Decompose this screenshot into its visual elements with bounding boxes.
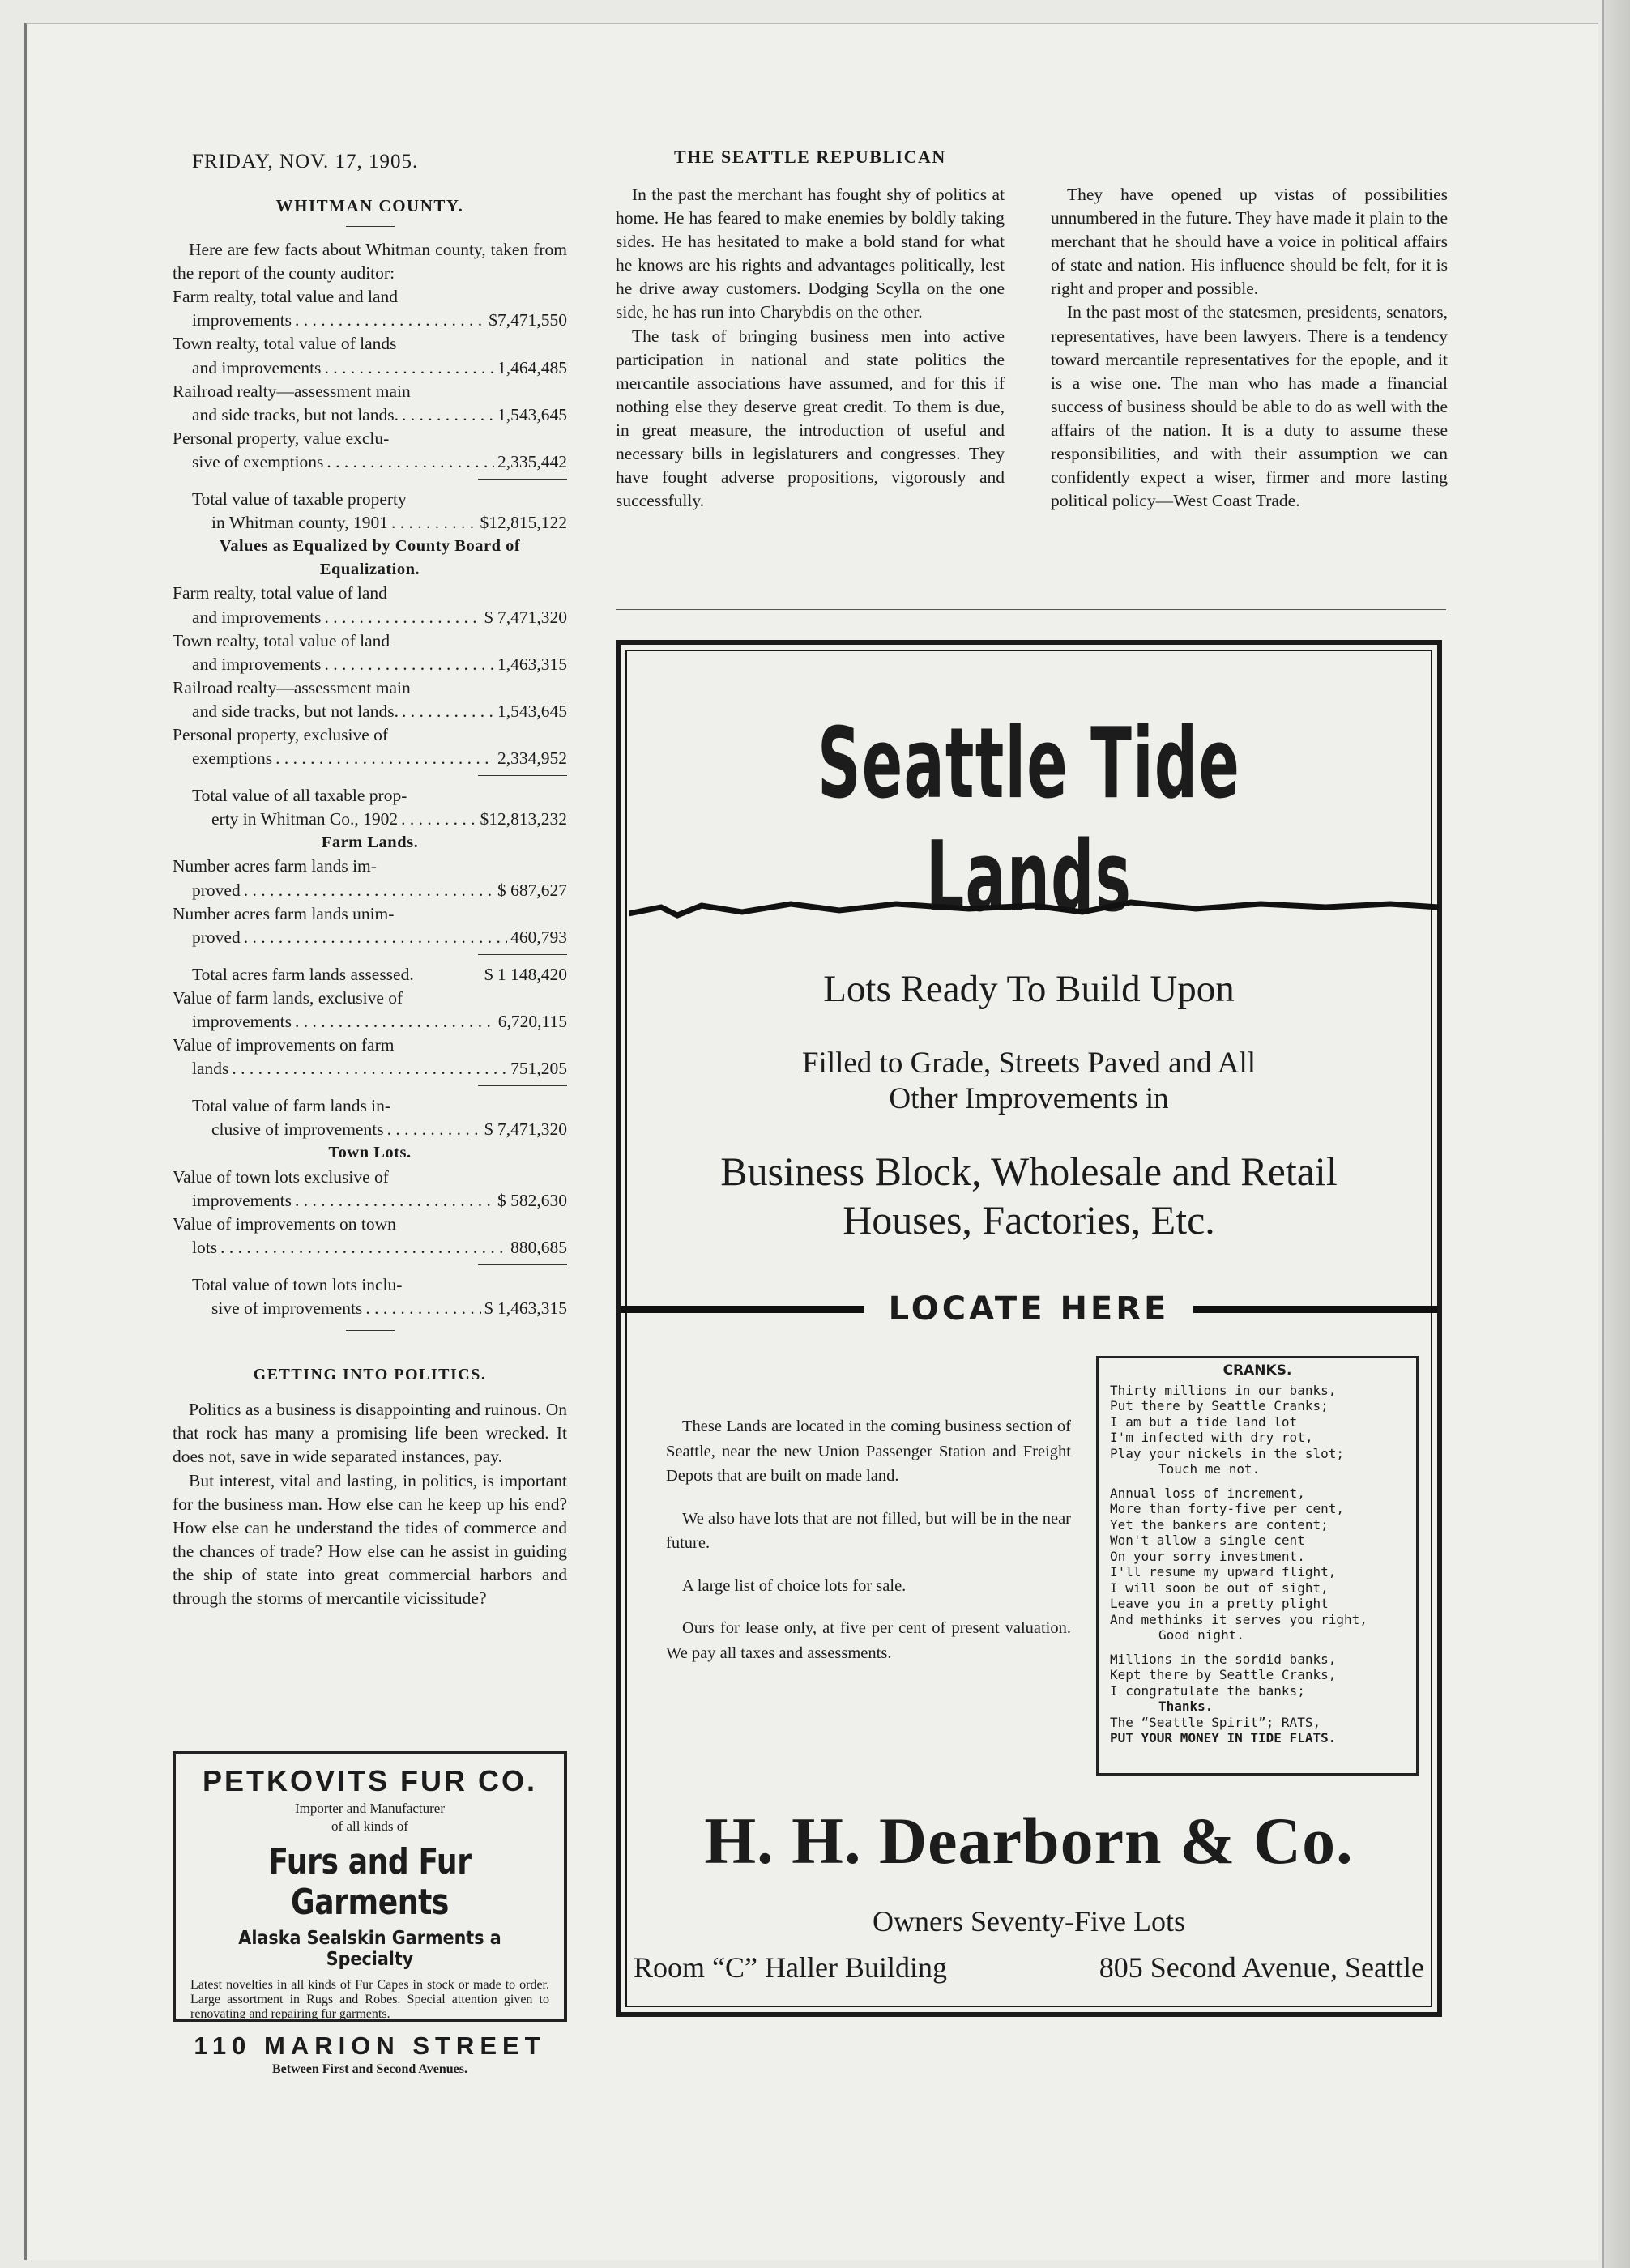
list-item (173, 582, 567, 629)
item-value: 751,205 (510, 1059, 567, 1079)
cranks-poem-box (1096, 1356, 1419, 1776)
item-value: 1,464,485 (497, 357, 567, 377)
total-rule (478, 1085, 567, 1086)
item-row: exemptions . . . 2,334,952 (173, 747, 567, 770)
poem-line: Kept there by Seattle Cranks, (1110, 1667, 1337, 1682)
farm-acres-list (173, 855, 567, 949)
total-row: sive of improvements . . . $ 1,463,315 (192, 1297, 567, 1320)
item-label: Personal property, exclusive of (173, 724, 389, 744)
item-row: and improvements . . . 1,463,315 (173, 653, 567, 676)
list-item (173, 380, 567, 427)
assessment-list (173, 285, 567, 474)
ad-body (666, 1414, 1071, 1683)
poem-line: The “Seattle Spirit”; RATS, (1110, 1714, 1321, 1730)
item-label: Railroad realty—assessment main (173, 381, 411, 401)
list-item (173, 987, 567, 1034)
item-value: 1,543,645 (497, 404, 567, 424)
total-value: $12,813,232 (480, 809, 567, 829)
poem-line: Play your nickels in the slot; (1110, 1445, 1344, 1461)
politics-paragraph: They have opened up vistas of possibilities unnumbered in the future. They have made it plain to the merchant that he should have a voice in political affairs of state and nation. His influence should be felt, for it is right and proper and possible. (1051, 185, 1448, 299)
total-value: $ 7,471,320 (484, 1119, 567, 1140)
poem-stanza (1110, 1383, 1405, 1477)
total-row: erty in Whitman Co., 1902 . . . $12,813,232 (192, 808, 567, 831)
total-label: Total value of all taxable prop- (192, 786, 408, 806)
item-value: 6,720,115 (497, 1012, 567, 1031)
list-item (173, 629, 567, 676)
poem-line: Won't allow a single cent (1110, 1533, 1305, 1548)
item-row: lots . . . 880,685 (173, 1236, 567, 1260)
item-value: 460,793 (510, 927, 567, 947)
town-lots-list (173, 1166, 567, 1260)
item-label: Personal property, value exclu- (173, 428, 390, 448)
total-rule (478, 1264, 567, 1265)
total-value: $12,815,122 (480, 513, 567, 533)
item-label: Farm realty, total value of land (173, 583, 387, 603)
item-row: proved . . . 460,793 (173, 926, 567, 949)
ad-title: Seattle Tide Lands (817, 708, 1241, 934)
item-label: Value of farm lands, exclusive of (173, 987, 403, 1008)
item-row: improvements . . . $ 582,630 (173, 1189, 567, 1213)
poem-line: Touch me not. (1158, 1461, 1261, 1477)
ad-room: Room “C” Haller Building (634, 1951, 947, 1984)
item-label: Town realty, total value of lands (173, 334, 397, 354)
ad-address: 110 MARION STREET (194, 2031, 546, 2060)
list-item (173, 902, 567, 949)
poem-line: I'll resume my upward flight, (1110, 1564, 1337, 1580)
item-value: 1,543,645 (497, 701, 567, 721)
ad-directions: Between First and Second Avenues. (271, 2062, 468, 2076)
item-label: Value of town lots exclusive of (173, 1166, 389, 1187)
ad-owners: Owners Seventy-Five Lots (873, 1905, 1185, 1938)
item-row: and improvements . . . $ 7,471,320 (173, 606, 567, 629)
list-item (173, 676, 567, 723)
total-rule (478, 954, 567, 955)
banner-bar (1193, 1306, 1437, 1313)
item-value: 2,334,952 (497, 748, 567, 769)
ad-business-line: Business Block, Wholesale and Retail Houses, Factories, Etc. (720, 1149, 1338, 1243)
zigzag-divider (629, 896, 1439, 920)
poem-stanza (1110, 1652, 1405, 1746)
petkovits-fur-ad (173, 1751, 567, 2076)
poem-line: Good night. (1158, 1627, 1244, 1643)
total-acres-row: Total acres farm lands assessed. $ 1 148,420 (173, 963, 567, 987)
poem-line: PUT YOUR MONEY IN TIDE FLATS. (1110, 1730, 1337, 1746)
town-lots-heading: Town Lots. (328, 1144, 412, 1162)
item-label: Value of improvements on farm (173, 1035, 395, 1055)
poem-title: CRANKS. (1222, 1362, 1292, 1379)
item-row: and side tracks, but not lands. . . . 1,543,645 (173, 700, 567, 723)
item-value: 2,335,442 (497, 451, 567, 471)
politics-paragraph: The task of bringing business men into active participation in national and state politics the mercantile associations have assumed, and for this if nothing else they deserve great credit. To them is due, in great measure, the introduction of useful and necessary bills in legislaturers and congresses. They have fought adverse propositions, vigorously and successfully. (616, 326, 1005, 511)
ad-company: H. H. Dearborn & Co. (704, 1804, 1354, 1878)
total-row: clusive of improvements . . . $ 7,471,320 (192, 1118, 567, 1141)
company-subtitle: Importer and Manufacturer (294, 1801, 446, 1816)
poem-line: Yet the bankers are content; (1110, 1516, 1329, 1533)
item-label: Number acres farm lands unim- (173, 903, 395, 923)
list-item (173, 1166, 567, 1213)
poem-line: Millions in the sordid banks, (1110, 1651, 1337, 1667)
list-item (173, 285, 567, 332)
item-value: $ 7,471,320 (484, 607, 567, 627)
locate-here-text: LOCATE HERE (888, 1290, 1170, 1328)
ad-paragraph: We also have lots that are not filled, but will be in the near future. (666, 1509, 1071, 1552)
poem-line: Annual loss of increment, (1110, 1485, 1305, 1501)
politics-paragraph: In the past most of the statesmen, presidents, senators, representatives, have been lawyers. There is a tendency toward mercantile representatives for the epople, and it is a wise one. The man who has made a financial success of business should be able to do as well with the affairs of the nation. It is a duty to assume these responsibilities, and with their assumption we can confidently expect a wiser, firmer and more lasting political policy—West Coast Trade. (1051, 302, 1448, 511)
item-row: sive of exemptions . . . 2,335,442 (173, 450, 567, 474)
item-row: and side tracks, but not lands. . . . 1,543,645 (173, 403, 567, 427)
total-farm-value (173, 1094, 567, 1141)
item-value: 1,463,315 (497, 654, 567, 674)
ad-specialty: Alaska Sealskin Garments a Specialty (238, 1928, 501, 1970)
page-edge (1602, 0, 1630, 2268)
locate-here-banner (621, 1285, 1437, 1333)
poem-line: More than forty-five per cent, (1110, 1501, 1344, 1516)
politics-paragraph: But interest, vital and lasting, in politics, is important for the business man. How else can he keep up his end? How else can he understand the tides of commerce and the chances of trade? How else can he assist in guiding the ship of state into great commercial harbors and through the storms of mercantile vicissitude? (173, 1470, 567, 1608)
list-item (173, 1034, 567, 1081)
poem-line: I'm infected with dry rot, (1110, 1430, 1313, 1445)
company-name: PETKOVITS FUR CO. (202, 1764, 538, 1797)
item-row: improvements . . . 6,720,115 (173, 1010, 567, 1034)
list-item (173, 1213, 567, 1260)
ad-paragraph: Ours for lease only, at five per cent of present valuation. We pay all taxes and assessments. (666, 1619, 1071, 1662)
poem-line: I am but a tide land lot (1110, 1413, 1298, 1430)
item-value: 880,685 (510, 1237, 567, 1257)
ad-paragraph: These Lands are located in the coming business section of Seattle, near the new Union Passenger Station and Freight Depots that are built on made land. (666, 1418, 1071, 1485)
company-subtitle: of all kinds of (331, 1818, 408, 1834)
poem-line: On your sorry investment. (1110, 1548, 1305, 1564)
item-value: $ 687,627 (497, 880, 567, 900)
farm-lands-heading: Farm Lands. (321, 833, 419, 852)
list-item (173, 332, 567, 379)
item-label: Farm realty, total value and land (173, 287, 399, 307)
ad-street: 805 Second Avenue, Seattle (1099, 1951, 1424, 1984)
poem-line: And methinks it serves you right, (1110, 1611, 1368, 1627)
item-label: Value of improvements on town (173, 1213, 396, 1234)
tide-lands-ad (616, 640, 1442, 2017)
total-town-lots (173, 1273, 567, 1320)
total-value: $ 1 148,420 (484, 964, 567, 984)
ad-filled-line: Filled to Grade, Streets Paved and All Other Improvements in (801, 1047, 1257, 1115)
poem-line: Leave you in a pretty plight (1110, 1596, 1329, 1611)
equalized-list (173, 582, 567, 770)
total-rule (478, 479, 567, 480)
ad-paragraph: A large list of choice lots for sale. (682, 1576, 907, 1595)
total-label: Total value of taxable property (192, 489, 407, 509)
item-row: lands . . . 751,205 (173, 1057, 567, 1081)
list-item (173, 855, 567, 902)
paper-name: THE SEATTLE REPUBLICAN (674, 147, 946, 167)
equalized-heading: Values as Equalized by County Board of Equalization. (219, 537, 521, 579)
politics-paragraph: In the past the merchant has fought shy of politics at home. He has feared to make enemies by boldly taking sides. He has hesitated to make a bold stand for what he knows are his rights and advantages politically, lest he drive away customers. Dodging Scylla on the one side, he has run into Charybdis on the other. (616, 185, 1005, 322)
intro-paragraph: Here are few facts about Whitman county, taken from the report of the county auditor: (173, 240, 567, 284)
poem-line: Thanks. (1158, 1699, 1214, 1714)
item-label: Number acres farm lands im- (173, 856, 377, 876)
total-value: $ 1,463,315 (484, 1298, 567, 1319)
total-1902 (173, 784, 567, 831)
poem-line: I congratulate the banks; (1110, 1682, 1305, 1699)
politics-continued (616, 183, 1005, 513)
whitman-county-article (173, 194, 567, 1610)
politics-title: GETTING INTO POLITICS. (253, 1366, 487, 1384)
total-row: in Whitman county, 1901 . . . $12,815,122 (192, 511, 567, 535)
column-divider (616, 609, 1446, 610)
poem-line: I will soon be out of sight, (1110, 1580, 1329, 1596)
farm-value-list (173, 987, 567, 1081)
item-label: Railroad realty—assessment main (173, 677, 411, 697)
politics-paragraph: Politics as a business is disappointing and ruinous. On that rock has many a promising life been wrecked. It does not, save in wide separated instances, pay. (173, 1400, 567, 1467)
ad-headline: Furs and Fur Garments (268, 1841, 472, 1923)
total-rule (478, 775, 567, 776)
item-row: improvements . . . $7,471,550 (173, 309, 567, 332)
politics-continued-right (1051, 183, 1448, 513)
item-value: $7,471,550 (489, 310, 567, 330)
poem-line: Thirty millions in our banks, (1110, 1382, 1337, 1398)
item-row: and improvements . . . 1,464,485 (173, 356, 567, 380)
ad-body: Latest novelties in all kinds of Fur Capes in stock or made to order. Large assortment in Rugs and Robes. Special attention given to renovating and repairing fur garments. (190, 1978, 549, 2021)
article-title: WHITMAN COUNTY. (275, 196, 464, 215)
poem-stanza (1110, 1486, 1405, 1643)
issue-date: FRIDAY, NOV. 17, 1905. (192, 151, 419, 173)
item-label: Town realty, total value of land (173, 630, 390, 650)
ad-address (634, 1950, 1424, 1985)
item-value: $ 582,630 (497, 1190, 567, 1210)
item-row: proved . . . $ 687,627 (173, 879, 567, 902)
total-label: Total value of town lots inclu- (192, 1274, 403, 1294)
total-label: Total value of farm lands in- (192, 1096, 391, 1116)
ad-lots-ready: Lots Ready To Build Upon (823, 968, 1235, 1010)
total-1901 (173, 488, 567, 535)
title-rule (346, 226, 395, 227)
banner-bar (621, 1306, 864, 1313)
poem-line: Put there by Seattle Cranks; (1110, 1398, 1329, 1413)
list-item (173, 723, 567, 770)
list-item (173, 427, 567, 474)
